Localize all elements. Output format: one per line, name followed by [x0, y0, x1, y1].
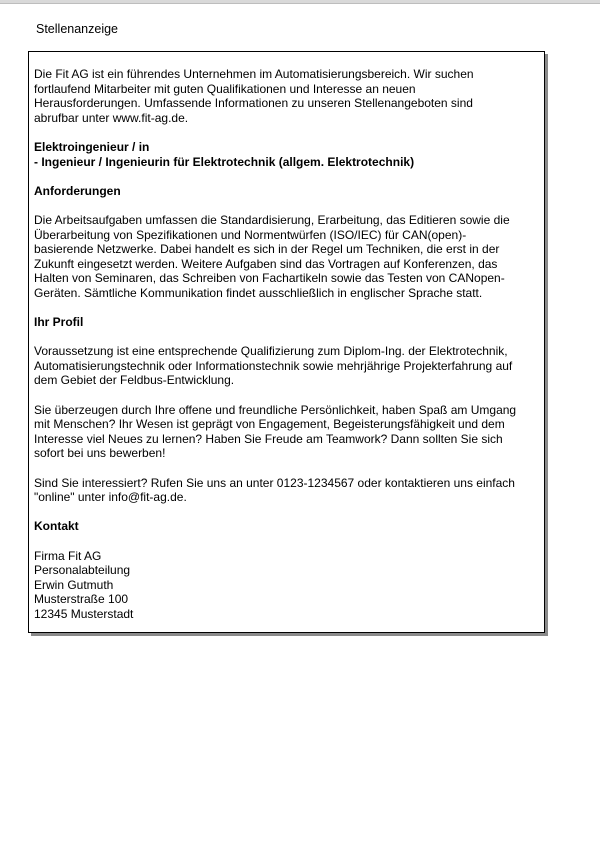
profile-line: mit Menschen? Ihr Wesen ist geprägt von Engagement, Begeisterungsfähigkeit und dem	[34, 417, 505, 432]
profile-paragraph-qualification	[34, 344, 540, 388]
document-title: Stellenanzeige	[36, 22, 119, 36]
intro-line: Die Fit AG ist ein führendes Unternehmen im Automatisierungsbereich. Wir suchen	[34, 67, 474, 81]
intro-paragraph	[34, 67, 540, 125]
interest-line: Sind Sie interessiert? Rufen Sie uns an unter 0123-1234567 oder kontaktieren uns einfach	[34, 475, 515, 490]
contact-street: Musterstraße 100	[34, 592, 129, 607]
position-line: Elektroingenieur / in	[34, 139, 150, 154]
interest-line: "online" unter info@fit-ag.de.	[34, 490, 187, 505]
profile-paragraph-personality	[34, 403, 540, 461]
requirements-heading: Anforderungen	[34, 183, 121, 198]
requirements-line: Zukunft eingesetzt werden. Weitere Aufgaben sind das Vortragen auf Konferenzen, das	[34, 256, 498, 271]
contact-company: Firma Fit AG	[34, 548, 102, 563]
window-top-edge	[0, 0, 600, 4]
contact-person: Erwin Gutmuth	[34, 577, 114, 592]
contact-heading: Kontakt	[34, 519, 79, 534]
requirements-line: Überarbeitung von Spezifikationen und Normentwürfen (ISO/IEC) für CAN(open)-	[34, 227, 467, 242]
position-line: - Ingenieur / Ingenieurin für Elektrotechnik (allgem. Elektrotechnik)	[34, 154, 415, 169]
profile-line: dem Gebiet der Feldbus-Entwicklung.	[34, 373, 235, 388]
interest-paragraph	[34, 476, 540, 505]
contact-department: Personalabteilung	[34, 563, 131, 578]
profile-line: Sie überzeugen durch Ihre offene und freundliche Persönlichkeit, haben Spaß am Umgang	[34, 402, 517, 417]
intro-line: abrufbar unter www.fit-ag.de.	[34, 110, 189, 125]
profile-line: Automatisierungstechnik oder Informationstechnik sowie mehrjährige Projekterfahrung auf	[34, 358, 513, 373]
requirements-line: Die Arbeitsaufgaben umfassen die Standardisierung, Erarbeitung, das Editieren sowie die	[34, 212, 510, 227]
intro-line: Herausforderungen. Umfassende Informationen zu unseren Stellenangeboten sind	[34, 96, 473, 111]
contact-address	[34, 549, 540, 622]
profile-line: Voraussetzung ist eine entsprechende Qualifizierung zum Diplom-Ing. der Elektrotechnik,	[34, 344, 508, 359]
intro-line: fortlaufend Mitarbeiter mit guten Qualifikationen und Interesse an neuen	[34, 81, 416, 96]
profile-line: sofort bei uns bewerben!	[34, 446, 166, 461]
job-posting-content	[34, 67, 540, 622]
requirements-line: Halten von Seminaren, das Schreiben von Fachartikeln sowie das Testen von CANopen-	[34, 271, 505, 286]
requirements-line: Geräten. Sämtliche Kommunikation findet ausschließlich in englischer Sprache statt.	[34, 285, 483, 300]
job-posting-card	[28, 51, 545, 633]
requirements-line: basierende Netzwerke. Dabei handelt es sich in der Regel um Techniken, die erst in der	[34, 242, 500, 257]
position-title	[34, 140, 540, 169]
requirements-paragraph	[34, 213, 540, 301]
contact-city: 12345 Musterstadt	[34, 606, 134, 621]
profile-heading: Ihr Profil	[34, 315, 84, 330]
profile-line: Interesse viel Neues zu lernen? Haben Sie Freude am Teamwork? Dann sollten Sie sich	[34, 431, 503, 446]
